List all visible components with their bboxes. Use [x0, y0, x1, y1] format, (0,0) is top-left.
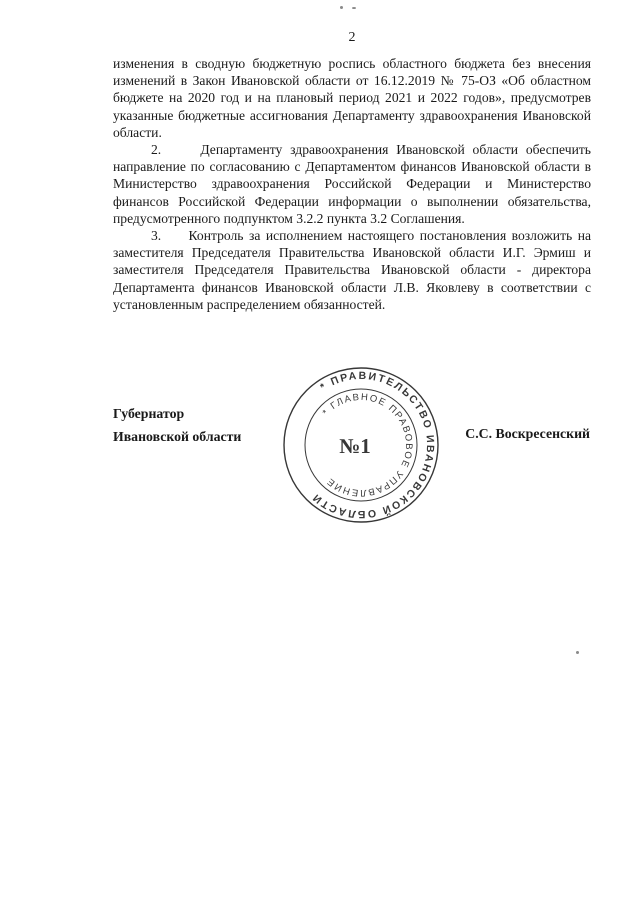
scan-artifact	[576, 651, 579, 654]
paragraph-1: изменения в сводную бюджетную роспись областного бюджета без внесения изменений в Закон Ивановской области от 16.12.2019 № 75-ОЗ «Об областном бюджете на 2020 год и на плановый период 2021 и 2022 годов», предусмотрев указанные бюджетные ассигнования Департаменту здравоохранения Ивановской области.	[113, 56, 591, 140]
scan-artifact	[352, 7, 356, 9]
stamp-center-number: №1	[339, 434, 371, 458]
official-stamp	[277, 361, 445, 529]
paragraph-2: 2. Департаменту здравоохранения Ивановской области обеспечить направление по согласованию с Департаментом финансов Ивановской области в Министерство здравоохранения Российской Федерации и Министерство финансов Российской Федерации информации о выполнении обязательства, предусмотренного подпунктом 3.2.2 пункта 3.2 Соглашения.	[113, 142, 591, 226]
stamp-outer-ring-text: * ПРАВИТЕЛЬСТВО ИВАНОВСКОЙ ОБЛАСТИ	[309, 369, 437, 521]
page-number: 2	[348, 30, 356, 45]
scan-artifact	[340, 6, 343, 9]
paragraph-3: 3. Контроль за исполнением настоящего постановления возложить на заместителя Председателя Правительства Ивановской области И.Г. Эрмиш и заместителя Председателя Правительства Ивановской области - директора Департамента финансов Ивановской области Л.В. Яковлеву в соответствии с установленным распределением обязанностей.	[113, 228, 591, 312]
stamp-seal-graphic	[277, 361, 445, 529]
signatory-name: С.С. Воскресенский	[465, 426, 590, 441]
document-body	[113, 55, 591, 313]
signatory-title	[113, 402, 241, 448]
signatory-title-line1: Губернатор	[113, 406, 185, 421]
signatory-title-line2: Ивановской области	[113, 429, 242, 444]
stamp-inner-ring-text: * ГЛАВНОЕ ПРАВОВОЕ УПРАВЛЕНИЕ	[320, 391, 415, 499]
